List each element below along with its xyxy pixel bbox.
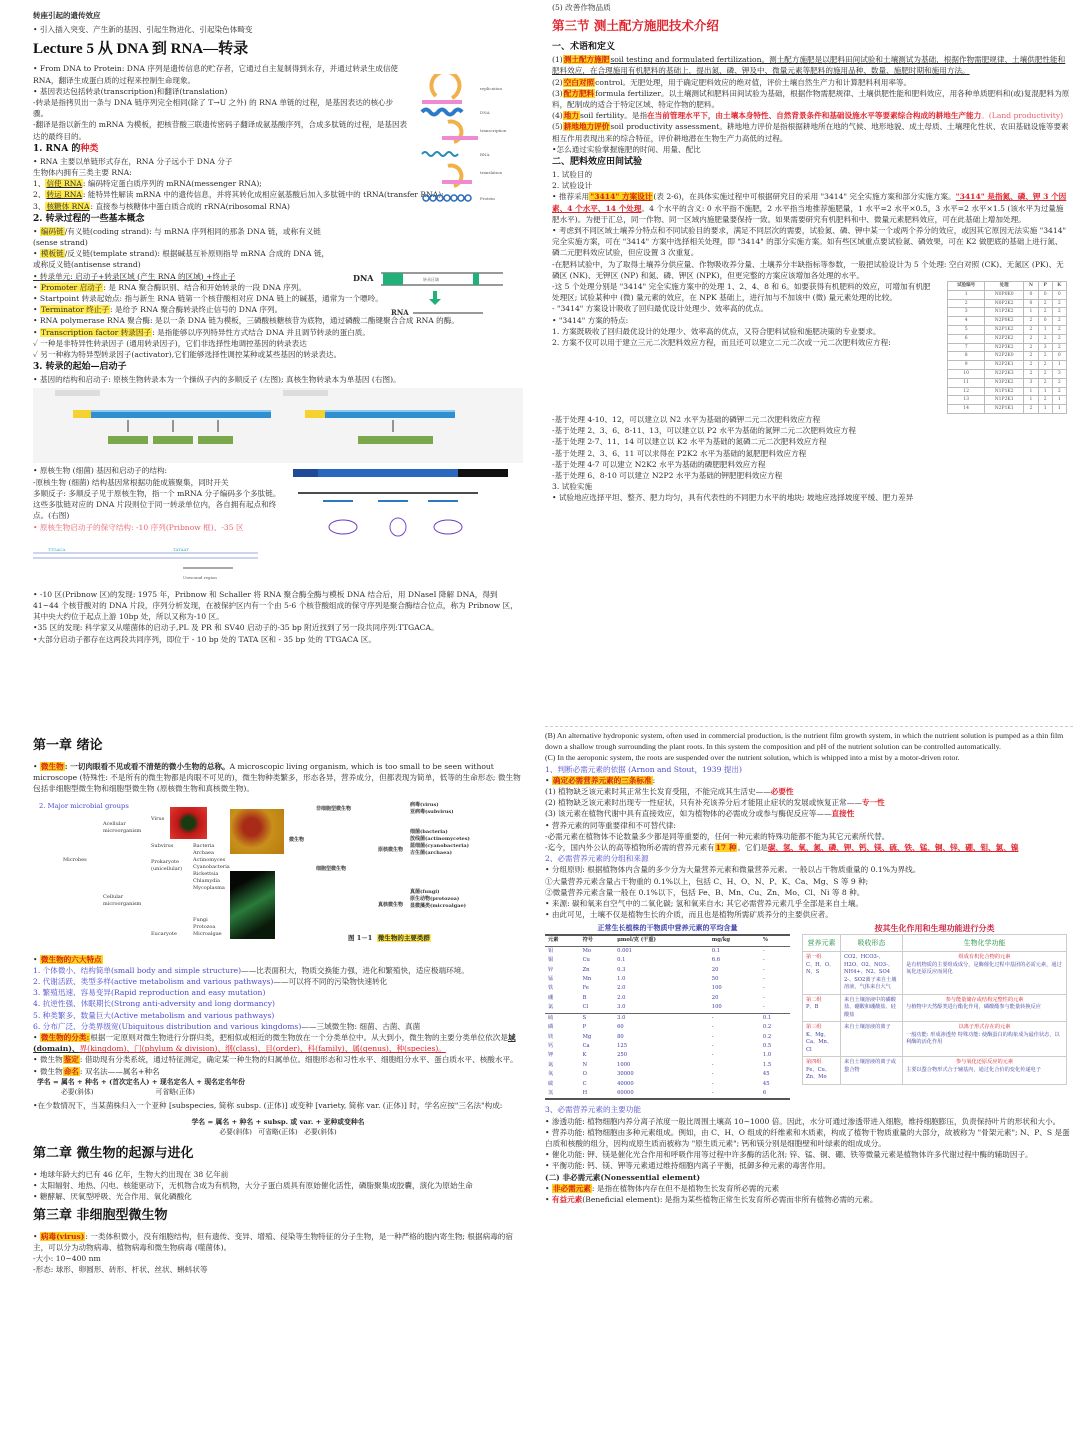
mrna-structure-figure	[33, 388, 523, 463]
closing-line: •35 区的发现: 科学家又从噬菌体的启动子,PL 及 PR 和 SV40 启动子的-35 bp 附近找到了另一段共同序列:TTGACA。	[33, 623, 439, 633]
prokaryote-row	[33, 465, 523, 584]
svg-text:transcription: transcription	[480, 128, 507, 133]
design-row: -这 5 个处理分别是 "3414" 完全实施方案中的处理 1、2、4、8 和 6。如要获得有机肥料的效应，可增加有机肥处理区; 试验某种中 (微) 量元素的效应，在 NPK 基础上，进行加与不加该中 (微) 量元素处理的比较。 - "3414" 方案设计吸收了回归最优设计处理少、效率高的优点。 • "3414" 方案的特点: 1. 方案既吸收了回归最优设计的处理少、效率高的优点，又符合肥料试验和施肥决策的专业要求。 2. 方案不仅可以用于建立三元二次肥料效应方程，而且还可以建立二元二次或一元二次肥料效应方程: 试验编号 处理 N P K 1 N0P0K0 0 0 0 2 N0P2K2 0 2 2 3 N1P2K2 1 2 2 4 N2P0K2 2 0 2 5 N2P1K2 2 1 2 6 N2P2K2 2 2 2 7 N2P3K2 2 3 2 8 N2P2K0 2 2 0 9 N2P2K1 2 2 1 10 N2P2K3 2 2 3 11 N3P2K2 3 2 2 12 N1P1K2 1 1 2 13 N1P2K1 1 2 1 14 N2P1K1 2 1 1	[552, 281, 1070, 414]
table-row: 锌 Zn 0.3 20 -	[548, 966, 765, 973]
concept-line: • RNA polymerase RNA 聚合酶: 是以一条 DNA 链为模板，三磷酸核糖核苷为底物，通过磷酸二酯键聚合合成 RNA 的酶。	[33, 316, 459, 326]
feature-item: 5. 种类繁多、数量巨大(Active metabolism and various pathways)	[33, 1010, 275, 1020]
table-row: 钙 Ca 125 - 0.5	[548, 1042, 772, 1049]
table-row: 2 N0P2K2 0 2 2	[948, 299, 1067, 308]
svg-text:转录区域: 转录区域	[423, 277, 439, 282]
identification-para: • 微生物鉴定: 借助现有分类系统，通过特征测定，确定某一种生物的归属单位。细胞形态和习性水平、细胞组分水平、蛋白质水平、核酸水平。	[33, 1055, 518, 1065]
svg-text:Protein: Protein	[480, 196, 495, 201]
criterion: (2) 植物缺乏该元素时出现专一性症状，只有补充该养分后才能阻止症状的发展或恢复正常——专一性	[545, 798, 885, 808]
criteria-title: • 确定必需营养元素的三条标准:	[545, 775, 656, 785]
table-row: 8 N2P2K0 2 2 0	[948, 352, 1067, 361]
check-line: ✓ 一种是非特异性转录因子 (通用转录因子)，它们非选择性地调控基因的转录表达	[33, 338, 307, 348]
classification-table: 按其生化作用和生理功能进行分类 营养元素 吸收形态 生物化学功能 第一组 C、H、O、N、S CO2、HCO3-、H2O、O2、NO3-、NH4+、N2、SO4 2-、SO2离子来自土壤溶液，气体来自大气 组成有机化合物的元素 是有机物质的主要组成成分，是酶催化过程中基团的必需元素，通过氧化还原反应而同化 第二组 P、B 来自土壤溶液中的磷酸盐、硼酸和硼酸盐、硅酸盐 参与能量储存或结构完整性的元素 与植物中天然醇类进行酯化作用，磷酸酯参与能量转换反应 第三组 K、Mg、Ca、Mn、Cl 来自土壤溶液的离子 以离子形式存在的元素 一般功能: 形成渗透势 特殊功能: 使酶蛋白的构象成为最佳状态，以利酶的活化作用 第四组 Fe、Cu、Zn、Mo 来自土壤溶液的离子或螯合物 参与氧化还原反应的元素 主要以螯合物形式合于辅基内，通过化合价的变化传递电子	[802, 922, 1067, 1100]
panel-microbiology: 第一章 绪论 • 微生物: 一切肉眼看不见或看不清楚的微小生物的总称。A microscopic living organism, which is too small to be seen without microscope (特殊性: 不是所有的微生物都是肉眼不可见的)，微生物种类繁多，形态各异，营养成分，但都表现为简单，低等的生命形态; 微生物包括非细胞型微生物和细胞型微生物 (原核微生物和真核微生物)。 2. Major microbial groups Microbes Acellular microorganism Cellular microorganism Virus Subvirus Prokaryote (unicellular) Eucaryote Bacteria Archaea Actinomyces Cyanobacteria Rickettsia Chlamydia Mycoplasma Fungi Protozoa Microalgae 微生物 非细胞型微生物 细胞型微生物 原核微生物 真核微生物 病毒(virus) 亚病毒(subvirus) 细菌(bacteria) 放线菌(actinomycetes) 蓝细菌(cyanobacteria) 古生菌(archaea) 真菌(fungi) 原生动物(protozoa) 显微藻类(microalgae) 图 1－1 微生物的主要类群 • 微生物的六大特点 1. 个体微小、结构简单(small body and simple structure)——比表面积大，物质交换能力强，进化和繁殖快，适应极端环境。 2. 代谢活跃、类型多样(active metabolism and various pathways)——可以将不同的污染物快速转化 3. 繁殖迅速、容易变异(Rapid reproduction and easy mutation) 4. 抗逆性强、休眠期长(Strong anti-adversity and long dormancy) 5. 种类繁多、数量巨大(Active metabolism and various pathways) 6. 分布广泛、分类界级宽(Ubiquitous distribution and various kingdoms)——三域微生物: 细菌、古菌、真菌 • 微生物的分类:根据一定原则对微生物进行分群归类，把相似或相近的微生物放在一个分类单位中。从大到小，微生物的主要分类单位依次是域(domain)、界(kingdom)、门(phylum & division)、纲(class)、目(order)、科(family)、属(genus)、种(species)。 • 微生物鉴定: 借助现有分类系统，通过特征测定，确定某一种生物的归属单位。细胞形态和习性水平、细胞组分水平、蛋白质水平、核酸水平。 • 微生物命名: 双名法——属名+种名 学名 = 属名 + 种名 + (首次定名人) + 现名定名人 + 现名定名年份 必要(斜体) 可省略(正体) •在少数情况下，当某菌株归入一个亚种 [subspecies, 简称 subsp. (正体)] 或变种 [variety, 简称 var. (正体)] 时，学名应按"三名法"构成: 学名 = 属名 + 种名 + subsp. 或 var. + 亚种或变种名 必要(斜体) 可省略(正体) 必要(斜体) 第二章 微生物的起源与进化 • 地球年龄大约已有 46 亿年，生物大约出现在 38 亿年前 • 太阳辐射、地热、闪电、核能驱动下，无机物合成为有机物，大分子蛋白质具有原始催化活性，磷脂聚集成胶囊，演化为原始生命 • 糖酵解、厌氧型呼吸、光合作用、氧化磷酸化 第三章 非细胞型微生物 • 病毒(virus): 一类体积微小，没有细胞结构，但有遗传、变异、增殖、侵染等生物特征的分子生物，是一种严格的胞内寄生物; 根据病毒的宿主，可以分为动物病毒、植物病毒和微生物病毒 (噬菌体)。 -大小: 10~400 nm -形态: 球形、卵圆形、砖形、杆状、丝状、蝌蚪状等	[33, 733, 523, 1433]
concept-line: • 编码链/有义链(coding strand): 与 mRNA 序列相同的那条 DNA 链，或称有义链 (sense strand)	[33, 226, 321, 248]
dna-transcription-diagram	[353, 255, 523, 325]
table-row: 第三组 K、Mg、Ca、Mn、Cl 来自土壤溶液的离子 以离子形式存在的元素 一般功能: 形成渗透势 特殊功能: 使酶蛋白的构象成为最佳状态，以利酶的活化作用	[803, 1022, 1067, 1057]
nonessential-def: • 非必需元素: 是指在植物体内存在但不是植物生长发育所必需的元素	[545, 1183, 780, 1193]
pre-bullet: • 引入插入突变、产生新的基因、引起生物进化、引起染色体畸变	[33, 25, 253, 35]
term-item: (5)耕地地力评价soil productivity assessment。耕地地力评价是指根据耕地所在地的气候、地形地貌、成土母质、土壤理化性状、农田基础设施等要素相互作用表现出来的综合特征，评价耕地潜在生物生产力高低的过程。	[552, 122, 1069, 143]
intro-line: -转录是指拷贝出一条与 DNA 链序列完全相同(除了 T→U 之外) 的 RNA 单链的过程，是基因表达的核心步骤。	[33, 98, 394, 119]
svg-text:RNA: RNA	[480, 152, 490, 157]
note-line: •怎么通过实验掌握施肥的时间、用量、配比	[552, 144, 701, 154]
intro-line: • From DNA to Protein: DNA 序列是遗传信息的贮存者，它通过自主复制得到永存，并通过转录生成信使 RNA，翻译生成蛋白质的过程来控制生命现象。	[33, 64, 399, 85]
table-row: 氢 H 60000 - 6	[548, 1089, 767, 1096]
nutrient-tables	[545, 922, 1073, 1100]
essential-elements-line: -迄今，国内外公认的高等植物所必需的营养元素有17 种。它们是碳、氢、氧、氮、磷、钾、钙、镁、硫、铁、锰、铜、锌、硼、钼、氯、镍	[545, 843, 1019, 853]
microbial-groups-figure: 2. Major microbial groups Microbes Acellular microorganism Cellular microorganism Virus Subvirus Prokaryote (unicellular) Eucaryote Bacteria Archaea Actinomyces Cyanobacteria Rickettsia Chlamydia Mycoplasma Fungi Protozoa Microalgae 微生物 非细胞型微生物 细胞型微生物 原核微生物 真核微生物 病毒(virus) 亚病毒(subvirus) 细菌(bacteria) 放线菌(actinomycetes) 蓝细菌(cyanobacteria) 古生菌(archaea) 真菌(fungi) 原生动物(protozoa) 显微藻类(microalgae) 图 1－1 微生物的主要类群	[33, 799, 523, 954]
rna-type-item: 1、信使 RNA: 编码特定蛋白质序列的 mRNA(messenger RNA);	[33, 179, 262, 189]
feature-item: 6. 分布广泛、分类界级宽(Ubiquitous distribution and various kingdoms)——三域微生物: 细菌、古菌、真菌	[33, 1021, 421, 1031]
table-row: 4 N2P0K2 2 0 2	[948, 317, 1067, 326]
divider	[545, 726, 1073, 727]
criteria-heading: 1、判断必需元素的依据 (Arnon and Stout，1939 提出)	[545, 764, 742, 774]
intro-line: • 基因表达包括转录(transcription)和翻译(translation)	[33, 86, 228, 96]
table-row: 铁 Fe 2.0 100 -	[548, 985, 765, 992]
concept-line: • Transcription factor 转录因子: 是指能够以序列特异性方式结合 DNA 并且调节转录的蛋白质。	[33, 327, 370, 337]
field-trial-heading: 二、肥料效应田间试验	[552, 157, 643, 168]
table-row: 第一组 C、H、O、N、S CO2、HCO3-、H2O、O2、NO3-、NH4+、N2、SO4 2-、SO2离子来自土壤溶液，气体来自大气 组成有机化合物的元素 是有机物质的主要组成成分，是酶催化过程中基团的必需元素，通过氧化还原反应而同化	[803, 952, 1067, 995]
term-item: (2)空白对照control。无肥处理，用于确定肥料效应的绝对值，评价土壤自然生产力和计算肥料利用率等。	[552, 77, 912, 87]
table-row: 1 N0P0K0 0 0 0	[948, 290, 1067, 299]
central-dogma-figure	[418, 74, 523, 214]
prokaryote-list: Bacteria Archaea Actinomyces Cyanobacteria Rickettsia Chlamydia Mycoplasma	[193, 842, 230, 891]
table-row: 10 N2P2K3 2 2 3	[948, 370, 1067, 379]
svg-text:TATAAT: TATAAT	[173, 546, 189, 552]
criterion: (3) 该元素在植物代谢中具有直接效应，如为植物体的必需成分或参与酶促反应等——直接性	[545, 809, 855, 819]
table-row: 镁 Mg 80 - 0.2	[548, 1033, 772, 1040]
rna-type-item: 3、核糖体 RNA: 直接参与核糖体中蛋白质合成的 rRNA(ribosomal RNA)	[33, 201, 290, 211]
pre-heading: 转座引起的遗传效应	[33, 11, 101, 20]
microbe-definition: • 微生物: 一切肉眼看不见或看不清楚的微小生物的总称。A microscopic living organism, which is too small to be seen without microscope (特殊性: 不是所有的微生物都是肉眼不可见的)，微生物种类繁多，形态各异，营养成分，但都表现为简单，低等的生命形态; 微生物包括非细胞型微生物和细胞型微生物 (原核微生物和真核微生物)。	[33, 762, 521, 794]
lecture-title: Lecture 5 从 DNA 到 RNA—转录	[33, 41, 249, 58]
table-row: 磷 P 60 - 0.2	[548, 1024, 772, 1031]
svg-text:DNA: DNA	[353, 273, 374, 283]
closing-line: •大部分启动子都存在这两段共同序列，即位于 - 10 bp 处的 TATA 区和 - 35 bp 处的 TTGACA 区。	[33, 634, 376, 644]
beneficial-def: • 有益元素(Beneficial element): 是指为某些植物正常生长发育所必需而非所有植物必需的元素。	[545, 1194, 878, 1204]
table-row: 硼 B 2.0 20 -	[548, 994, 765, 1001]
section-2-title: 2. 转录过程的一些基本概念	[33, 213, 145, 224]
top-line: (5) 改善作物品质	[552, 3, 611, 12]
six-features-title: • 微生物的六大特点	[33, 954, 102, 964]
table-row: 铜 Cu 0.1 6.6 -	[548, 957, 765, 964]
section-title: 第三节 测土配方施肥技术介绍	[552, 18, 719, 34]
binomial-formula: 学名 = 属名 + 种名 + (首次定名人) + 现名定名人 + 现名定名年份	[37, 1077, 246, 1086]
table-3414: 试验编号 处理 N P K 1 N0P0K0 0 0 0 2 N0P2K2 0 2 2 3 N1P2K2 1 2 2 4 N2P0K2 2 0 2 5 N2P1K2 2 1 2 6 N2P2K2 2 2 2 7 N2P3K2 2 3 2 8 N2P2K0 2 2 0 9 N2P2K1 2 2 1 10 N2P2K3 2 2 3 11 N3P2K2 3 2 2 12 N1P1K2 1 1 2 13 N1P2K1 1 2 1 14 N2P1K1 2 1 1	[937, 281, 1070, 414]
trinomial-formula-notes: 必要(斜体) 可省略(正体) 必要(斜体)	[219, 1128, 337, 1137]
figure-caption: 图 1－1 微生物的主要类群	[348, 933, 430, 942]
concept-line: • Promoter 启动子: 是 RNA 聚合酶识别、结合和开始转录的一段 DNA 序列。	[33, 282, 306, 292]
table-row: 11 N3P2K2 3 2 2	[948, 378, 1067, 387]
virus-image	[170, 807, 207, 839]
hydroponic-para: (B) An alternative hydroponic system, often used in commercial production, is the nutrient film growth system, in which the nutrient solution is pumped as a thin film down a shallow trough surrounding the plant roots. In this system the composition and pH of the nutrient solution can be controlled automatically.	[545, 731, 1064, 752]
table-row: 钼 Mo 0.001 0.1 -	[548, 947, 765, 954]
table-row: 3 N1P2K2 1 2 2	[948, 308, 1067, 317]
feature-item: 3. 繁殖迅速、容易变异(Rapid reproduction and easy mutation)	[33, 988, 266, 998]
table-row: 钾 K 250 - 1.0	[548, 1052, 772, 1059]
section-3-title: 3. 转录的起始—启动子	[33, 362, 127, 373]
aeroponic-para: (C) In the aeroponic system, the roots are suspended over the nutrient solution, which is whipped into a mist by a motor-driven rotor.	[545, 753, 960, 763]
virus-definition: • 病毒(virus): 一类体积微小，没有细胞结构，但有遗传、变异、增殖、侵染等生物特征的分子生物，是一种严格的胞内寄生物; 根据病毒的宿主，可以分为动物病毒、植物病毒和微生物病毒 (噬菌体)。	[33, 1231, 513, 1252]
panel-plant-nutrition: (B) An alternative hydroponic system, often used in commercial production, is the nutrient film growth system, in which the nutrient solution is pumped as a thin film down a shallow trough surrounding the plant roots. In this system the composition and pH of the nutrient solution can be controlled automatically. (C) In the aeroponic system, the roots are suspended over the nutrient solution, which is whipped into a mist by a motor-driven rotor. 1、判断必需元素的依据 (Arnon and Stout，1939 提出) • 确定必需营养元素的三条标准: (1) 植物缺乏该元素时其正常生长发育受阻，不能完成其生活史——必要性 (2) 植物缺乏该元素时出现专一性症状，只有补充该养分后才能阻止症状的发展或恢复正常——专一性 (3) 该元素在植物代谢中具有直接效应，如为植物体的必需成分或参与酶促反应等——直接性 • 营养元素的同等重要律和不可替代律: -必需元素在植物体不论数量多少都是同等重要的，任何一种元素的特殊功能都不能为其它元素所代替。 -迄今，国内外公认的高等植物所必需的营养元素有17 种。它们是碳、氢、氧、氮、磷、钾、钙、镁、硫、铁、锰、铜、锌、硼、钼、氯、镍 2、必需营养元素的分组和来源 • 分组原则: 根据植物体内含量的多少分为大量营养元素和微量营养元素。一般以占干物质重量的 0.1%为界线。 ①大量营养元素含量占干物重的 0.1%以上，包括 C、H、O、N、P、K、Ca、Mg、S 等 9 种; ②微量营养元素含量一般在 0.1%以下，包括 Fe、B、Mn、Cu、Zn、Mo、Cl、Ni 等 8 种。 • 来源: 碳和氧来自空气中的二氧化碳; 氢和氧来自水; 其它必需营养元素几乎全部是来自土壤。 • 由此可见，土壤不仅是植物生长的介质，而且也是植物所需矿质养分的主要供应者。 正常生长植株的干物质中营养元素的平均含量 元素 符号 μmol/克 (干重) mg/kg % 钼 Mo 0.001 0.1 - 铜 Cu 0.1 6.6 - 锌 Zn 0.3 20 - 锰 Mn 1.0 50 - 铁 Fe 2.0 100 - 硼 B 2.0 20 - 氯 Cl 3.0 100 - 硫 S 3.0 - 0.1 磷 P 60 - 0.2 镁 Mg 80 - 0.2 钙 Ca 125 - 0.5 钾 K 250 - 1.0 氮 N 1000 - 1.5 氧 O 30000 - 45 碳 C 40000 - 45 氢 H 60000 - 6 按其生化作用和生理功能进行分类 营养元素 吸收形态 生物化学功能 第一组 C、H、O、N、S CO2、HCO3-、H2O、O2、NO3-、NH4+、N2、SO4 2-、SO2离子来自土壤溶液，气体来自大气 组成有机化合物的元素 是有机物质的主要组成成分，是酶催化过程中基团的必需元素，通过氧化还原反应而同化 第二组 P、B 来自土壤溶液中的磷酸盐、硼酸和硼酸盐、硅酸盐 参与能量储存或结构完整性的元素 与植物中天然醇类进行酯化作用，磷酸酯参与能量转换反应 第三组 K、Mg、Ca、Mn、Cl 来自土壤溶液的离子 以离子形式存在的元素 一般功能: 形成渗透势 特殊功能: 使酶蛋白的构象成为最佳状态，以利酶的活化作用 第四组 Fe、Cu、Zn、Mo 来自土壤溶液的离子或螯合物 参与氧化还原反应的元素 主要以螯合物形式合于辅基内，通过化合价的变化传递电子 3、必需营养元素的主要功能 • 渗透功能: 植物细胞内养分离子浓度一般比周围土壤高 10~1000 倍。因此，水分可通过渗透带进入细胞，维持细胞膨压，负责保持叶片的形状和大小。 • 营养功能: 植物细胞由多种元素组成。例如，由 C、H、O 组成的纤维素和木质素，构成了植物干物质重量的大部分，故被称为 "骨架元素"; N、P、S 是蛋白质和核酸的组分，因构成原生质而被称为 "原生质元素"; 钙和镁分别是细胞壁和叶绿素的组成成分。 • 催化功能: 钾、镁是催化光合作用和呼吸作用等过程中许多酶的活化剂; 锌、锰、铜、硼、铁等微量元素是植物体许多代谢过程中酶的辅助因子。 • 平衡功能: 钙、镁、钾等元素通过维持细胞内离子平衡，抵御多种元素的毒害作用。 (二) 非必需元素(Nonessential element) • 非必需元素: 是指在植物体内存在但不是植物生长发育所必需的元素 • 有益元素(Beneficial element): 是指为某些植物正常生长发育所必需而非所有植物必需的元素。	[545, 730, 1073, 1438]
binomial-formula-notes: 必要(斜体) 可省略(正体)	[61, 1087, 195, 1096]
pribnow-figure	[33, 533, 288, 585]
table-row: 第四组 Fe、Cu、Zn、Mo 来自土壤溶液的离子或螯合物 参与氧化还原反应的元素 主要以螯合物形式合于辅基内，通过化合价的变化传递电子	[803, 1057, 1067, 1085]
check-line: ✓ 另一种称为特异型转录因子(activator),它们能够选择性调控某种或某些基因的转录表达。	[33, 350, 342, 360]
sec1-line: 生物体内拥有三类主要 RNA:	[33, 168, 132, 178]
table-row: 9 N2P2K1 2 2 1	[948, 361, 1067, 370]
term-item: (4)地力soil fertility。是指在当前管理水平下，由土壤本身特性、自然背景条件和基础设施水平等要素综合构成的耕地生产能力。(Land productivity)	[552, 111, 1064, 121]
operon-figure	[288, 465, 523, 584]
feature-item: 2. 代谢活跃、类型多样(active metabolism and various pathways)——可以将不同的污染物快速转化	[33, 977, 388, 987]
svg-text:RNA: RNA	[391, 308, 409, 317]
table-row: 氧 O 30000 - 45	[548, 1071, 770, 1078]
classification-para: • 微生物的分类:根据一定原则对微生物进行分群归类，把相似或相近的微生物放在一个分类单位中。从大到小，微生物的主要分类单位依次是域(domain)、界(kingdom)、门(phylum & division)、纲(class)、目(order)、科(family)、属(genus)、种(species)。	[33, 1033, 516, 1054]
concept-line: • Terminator 终止子: 是给予 RNA 聚合酶转录终止信号的 DNA 序列。	[33, 305, 283, 315]
term-item: (1)测土配方施肥soil testing and formulated fertilization。测土配方施肥是以肥料田间试验和土壤测试为基础，根据作物需肥规律、土壤供肥性能和肥料效应，在合理施用有机肥料的基础上，提出氮、磷、钾及中、微量元素等肥料的施用品种、数量、施肥时期和施用方法。	[552, 55, 1066, 76]
terms-heading: 一、术语和定义	[552, 42, 616, 53]
eukaryote-list: Fungi Protozoa Microalgae	[193, 916, 222, 937]
table-row: 碳 C 40000 - 45	[548, 1080, 770, 1087]
chapter-2-title: 第二章 微生物的起源与进化	[33, 1146, 194, 1162]
concept-line: • 转录单元: 启动子+转录区域 (产生 RNA 的区域) +终止子	[33, 271, 236, 281]
criterion: (1) 植物缺乏该元素时其正常生长发育受阻，不能完成其生活史——必要性	[545, 787, 794, 797]
sec1-line: • RNA 主要以单链形式存在，RNA 分子远小于 DNA 分子	[33, 156, 233, 166]
table-row: 硫 S 3.0 - 0.1	[545, 1013, 790, 1023]
table-row: 13 N1P2K1 1 2 1	[948, 396, 1067, 405]
panel-dna-to-rna	[33, 10, 523, 710]
panel-soil-fertilization: (5) 改善作物品质 第三节 测土配方施肥技术介绍 一、术语和定义 (1)测土配方施肥soil testing and formulated fertilization。测土配方施肥是以肥料田间试验和土壤测试为基础，根据作物需肥规律、土壤供肥性能和肥料效应，在合理施用有机肥料的基础上，提出氮、磷、钾及中、微量元素等肥料的施用品种、数量、施肥时期和施用方法。 (2)空白对照control。无肥处理，用于确定肥料效应的绝对值，评价土壤自然生产力和计算肥料利用率等。 (3)配方肥料formula fertilizer。以土壤测试和肥料田间试验为基础，根据作物需肥规律、土壤供肥性能和肥料效应，用各种单质肥料和(或)复混肥料为原料，配制成的适合于特定区域、特定作物的肥料。 (4)地力soil fertility。是指在当前管理水平下，由土壤本身特性、自然背景条件和基础设施水平等要素综合构成的耕地生产能力。(Land productivity) (5)耕地地力评价soil productivity assessment。耕地地力评价是指根据耕地所在地的气候、地形地貌、成土母质、土壤理化性状、农田基础设施等要素相互作用表现出来的综合特征，评价耕地潜在生物生产力高低的过程。 •怎么通过实验掌握施肥的时间、用量、配比 二、肥料效应田间试验 1. 试验目的 2. 试验设计 • 推荐采用"3414" 方案设计(表 2-6)，在具体实施过程中可根据研究目的采用 "3414" 完全实施方案和部分实施方案。"3414" 是指氮、磷、钾 3 个因素、4 个水平、14 个处理。4 个水平的含义: 0 水平指不施肥，2 水平指当地推荐施肥量，1 水平=2 水平×0.5，3 水平=2 水平×1.5 (该水平为过量施肥水平)。为便于汇总，同一作物、同一区域内施肥量要保持一致。如果需要研究有机肥料和中、微量元素肥料效应，可在此基础上增加处理。 • 考虑到不同区域土壤养分特点和不同试验目的要求，满足不同层次的需要，试验氮、磷、钾中某一个或两个养分的效应，或因其它原因无法实施 "3414" 完全实施方案，可在 "3414" 方案中选择相关处理，即 "3414" 的部分实施方案。如有些区域重点要试验氮、磷效果，可在 K2 做肥底的基础上进行氮、磷二元肥料效应试验，但应设置 3 次重复。 -在肥料试验中，为了取得土壤养分供应量、作物吸收养分量、土壤养分丰缺指标等参数，一般把试验设计为 5 个处理: 空白对照 (CK)、无氮区 (PK)、无磷区 (NK)、无钾区 (NP) 和氮、磷、钾区 (NPK)，但更完整的方案应该增加各处理的水平。 -这 5 个处理分别是 "3414" 完全实施方案中的处理 1、2、4、8 和 6。如要获得有机肥料的效应，可增加有机肥处理区; 试验某种中 (微) 量元素的效应，在 NPK 基础上，进行加与不加该中 (微) 量元素处理的比较。 - "3414" 方案设计吸收了回归最优设计处理少、效率高的优点。 • "3414" 方案的特点: 1. 方案既吸收了回归最优设计的处理少、效率高的优点，又符合肥料试验和施肥决策的专业要求。 2. 方案不仅可以用于建立三元二次肥料效应方程，而且还可以建立二元二次或一元二次肥料效应方程: 试验编号 处理 N P K 1 N0P0K0 0 0 0 2 N0P2K2 0 2 2 3 N1P2K2 1 2 2 4 N2P0K2 2 0 2 5 N2P1K2 2 1 2 6 N2P2K2 2 2 2 7 N2P3K2 2 3 2 8 N2P2K0 2 2 0 9 N2P2K1 2 2 1 10 N2P2K3 2 2 3 11 N3P2K2 3 2 2 12 N1P1K2 1 1 2 13 N1P2K1 1 2 1 14 N2P1K1 2 1 1 -基于处理 4-10、12，可以建立以 N2 水平为基础的磷钾二元二次肥料效应方程 -基于处理 2、3、6、8-11、13，可以建立以 P2 水平为基础的氮钾二元二次肥料效应方程 -基于处理 2-7、11、14 可以建立以 K2 水平为基础的氮磷二元二次肥料效应方程 -基于处理 2、3、6、11 可以求得在 P2K2 水平为基础的氮肥肥料效应方程 -基于处理 4-7 可以建立 N2K2 水平为基础的磷肥肥料效应方程 -基于处理 6、8-10 可以建立 N2P2 水平为基础的钾肥肥料效应方程 3. 试验实施 • 试验地应选择平坦、整齐、肥力均匀，具有代表性的不同肥力水平的地块; 坡地应选择坡度平缓、肥力差异	[552, 3, 1070, 503]
table-row: 氮 N 1000 - 1.5	[548, 1061, 772, 1068]
fungi-image	[230, 871, 275, 939]
table-row: 7 N2P3K2 2 3 2	[948, 343, 1067, 352]
concept-line: • Startpoint 转录起始点: 指与新生 RNA 链第一个核苷酸相对应 DNA 链上的碱基，通常为一个嘌呤。	[33, 294, 383, 304]
sec3-line: • 基因的结构和启动子: 原核生物转录本为一个操纵子内的多顺反子 (左图); 真核生物转录本为单基因 (右图)。	[33, 375, 401, 385]
svg-text:DNA: DNA	[480, 110, 490, 115]
concept-line: • 模板链/反义链(template strand): 根据碱基互补原则指导 mRNA 合成的 DNA 链，或称反义链(antisense strand)	[33, 249, 330, 270]
svg-text:TTGACA: TTGACA	[48, 546, 66, 552]
table-row: 14 N2P1K1 2 1 1	[948, 405, 1067, 414]
table-row: 氯 Cl 3.0 100 -	[548, 1004, 765, 1011]
feature-item: 1. 个体微小、结构简单(small body and simple structure)——比表面积大，物质交换能力强，进化和繁殖快，适应极端环境。	[33, 965, 469, 975]
svg-text:translation: translation	[480, 170, 503, 175]
table-row: 5 N2P1K2 2 1 2	[948, 326, 1067, 335]
table-row: 12 N1P1K2 1 1 2	[948, 387, 1067, 396]
intro-block	[33, 63, 408, 141]
table-row: 锰 Mn 1.0 50 -	[548, 976, 765, 983]
prokaryote-text: • 原核生物 (细菌) 基因和启动子的结构: -原核生物 (细菌) 结构基因常根据功能成簇聚集，同时开关 多顺反子: 多顺反子见于原核生物，指一个 mRNA 分子编码多个多肽链。这些多肽链对应的 DNA 片段则位于同一转录单位内，各自拥有起点和终点。(右图) • 原核生物启动子的保守结构: -10 序列(Pribnow 框)、-35 区 TTGACA TATAAT Unwound region	[33, 465, 288, 584]
bacteria-image	[230, 809, 284, 854]
chapter-1-title: 第一章 绪论	[33, 738, 103, 753]
design-para: • 推荐采用"3414" 方案设计(表 2-6)，在具体实施过程中可根据研究目的采用 "3414" 完全实施方案和部分实施方案。"3414" 是指氮、磷、钾 3 个因素、4 个水平、14 个处理。4 个水平的含义: 0 水平指不施肥，2 水平指当地推荐施肥量，1 水平=2 水平×0.5，3 水平=2 水平×1.5 (该水平为过量施肥水平)。为便于汇总，同一作物、同一区域内施肥量要保持一致。如果需要研究有机肥料和中、微量元素肥料效应，可在此基础上增加处理。	[552, 192, 1067, 224]
rna-type-item: 2、转运 RNA: 能特异性解读 mRNA 中的遗传信息，并将其转化成相应氨基酸后加入多肽链中的 tRNA(transfer RNA);	[33, 190, 444, 200]
trinomial-formula: 学名 = 属名 + 种名 + subsp. 或 var. + 亚种或变种名	[191, 1118, 365, 1127]
section-1-title: 1. RNA 的种类	[33, 143, 99, 154]
avg-content-table: 正常生长植株的干物质中营养元素的平均含量 元素 符号 μmol/克 (干重) mg/kg % 钼 Mo 0.001 0.1 - 铜 Cu 0.1 6.6 - 锌 Zn 0.3 20 - 锰 Mn 1.0 50 - 铁 Fe 2.0 100 - 硼 B 2.0 20 - 氯 Cl 3.0 100 - 硫 S 3.0 - 0.1 磷 P 60 - 0.2 镁 Mg 80 - 0.2 钙 Ca 125 - 0.5 钾 K 250 - 1.0 氮 N 1000 - 1.5 氧 O 30000 - 45 碳 C 40000 - 45 氢 H 60000 - 6	[545, 922, 790, 1100]
intro-line: -翻译是指以新生的 mRNA 为模板，把核苷酸三联遗传密码子翻译成氨基酸序列，合成多肽链的过程，是基因表达的最终目的。	[33, 120, 408, 141]
closing-line: • -10 区(Pribnow 区)的发现: 1975 年，Pribnow 和 Schaller 将 RNA 聚合酶全酶与模板 DNA 结合后，用 DNaseI 降解 DNA，得到 41~44 个核苷酸对的 DNA 片段，序列分析发现，在被保护区内有一个由 5-6 个核苷酸组成的保守序列是聚合酶结合位点，称为 Pribnow 区，其中央大约位于起点上游 10bp 处，所以又称为-10 区。	[33, 589, 518, 622]
feature-item: 4. 抗逆性强、休眠期长(Strong anti-adversity and long dormancy)	[33, 999, 275, 1009]
concepts-narrow	[33, 226, 333, 282]
term-item: (3)配方肥料formula fertilizer。以土壤测试和肥料田间试验为基础，根据作物需肥规律、土壤供肥性能和肥料效应，用各种单质肥料和(或)复混肥料为原料，配制成的适合于特定区域、特定作物的肥料。	[552, 88, 1070, 110]
naming-para: • 微生物命名: 双名法——属名+种名	[33, 1066, 160, 1076]
trinomial-para: •在少数情况下，当某菌株归入一个亚种 [subspecies, 简称 subsp. (正体)] 或变种 [variety, 简称 var. (正体)] 时，学名应按"三名法"构成:	[33, 1100, 503, 1110]
table-row: 6 N2P2K2 2 2 2	[948, 334, 1067, 343]
table-row: 第二组 P、B 来自土壤溶液中的磷酸盐、硼酸和硼酸盐、硅酸盐 参与能量储存或结构完整性的元素 与植物中天然醇类进行酯化作用，磷酸酯参与能量转换反应	[803, 994, 1067, 1022]
chapter-3-title: 第三章 非细胞型微生物	[33, 1207, 168, 1223]
label-replication: replication	[480, 86, 502, 91]
svg-text:Unwound region: Unwound region	[183, 574, 217, 580]
